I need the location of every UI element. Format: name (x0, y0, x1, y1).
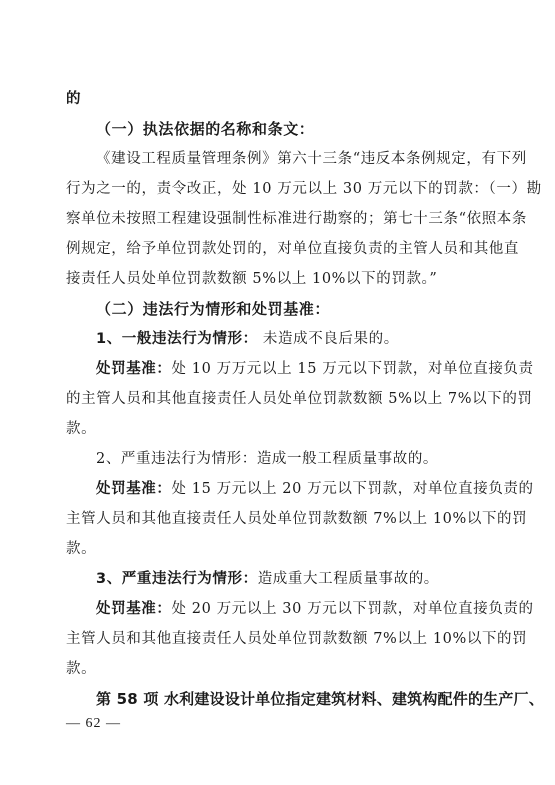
penalty-text-line: 款。 (66, 661, 97, 677)
violation-level-title: 3、严重违法行为情形： (96, 571, 258, 587)
section1-body-line: 例规定，给予单位罚款处罚的，对单位直接负责的主管人员和其他直 (66, 241, 519, 257)
penalty-text-line: 主管人员和其他直接责任人员处单位罚款数额 7%以上 10%以下的罚 (66, 631, 528, 647)
section1-body-line: 行为之一的，责令改正，处 10 万元以上 30 万元以下的罚款：（一）勘 (66, 181, 542, 197)
violation-level-2 (96, 448, 490, 470)
penalty-standard-3 (96, 598, 534, 620)
section1-body-line: 《建设工程质量管理条例》第六十三条“违反本条例规定，有下列 (96, 151, 527, 167)
carryover-text: 的 (66, 91, 82, 107)
page-number: — 62 — (66, 716, 121, 731)
violation-level-situation: 造成一般工程质量事故的。 (256, 451, 439, 467)
section1-body-line: 接责任人员处单位罚款数额 5%以上 10%以下的罚款。” (66, 271, 438, 287)
penalty-standard-1 (96, 358, 534, 380)
penalty-text: 处 20 万元以上 30 万元以下罚款，对单位直接负责的 (171, 601, 534, 617)
penalty-text: 处 10 万万元以上 15 万元以下罚款，对单位直接负责 (171, 361, 534, 377)
penalty-text-line: 主管人员和其他直接责任人员处单位罚款数额 7%以上 10%以下的罚 (66, 511, 528, 527)
section1-body-line: 察单位未按照工程建设强制性标准进行勘察的；第七十三条“依照本条 (66, 211, 528, 227)
penalty-standard-2 (96, 478, 534, 500)
penalty-label: 处罚基准： (96, 361, 172, 377)
penalty-text: 处 15 万元以上 20 万元以下罚款，对单位直接负责的 (171, 481, 534, 497)
penalty-text-line: 的主管人员和其他直接责任人员处单位罚款数额 5%以上 7%以下的罚 (66, 391, 533, 407)
penalty-text-line: 款。 (66, 541, 97, 557)
section1-heading: （一）执法依据的名称和条文： (96, 120, 315, 138)
penalty-label: 处罚基准： (96, 601, 172, 617)
violation-level-situation: 造成重大工程质量事故的。 (257, 571, 439, 587)
penalty-text-line: 款。 (66, 421, 97, 437)
violation-level-3 (96, 568, 490, 590)
penalty-label: 处罚基准： (96, 481, 172, 497)
violation-level-title: 2、严重违法行为情形： (96, 451, 257, 467)
violation-level-situation: 未造成不良后果的。 (257, 331, 399, 347)
violation-level-title: 1、一般违法行为情形： (96, 331, 258, 347)
section2-heading: （二）违法行为情形和处罚基准： (96, 300, 331, 318)
violation-level-1 (96, 328, 490, 350)
next-item-heading: 第 58 项 水利建设设计单位指定建筑材料、建筑构配件的生产厂、 (96, 690, 544, 708)
